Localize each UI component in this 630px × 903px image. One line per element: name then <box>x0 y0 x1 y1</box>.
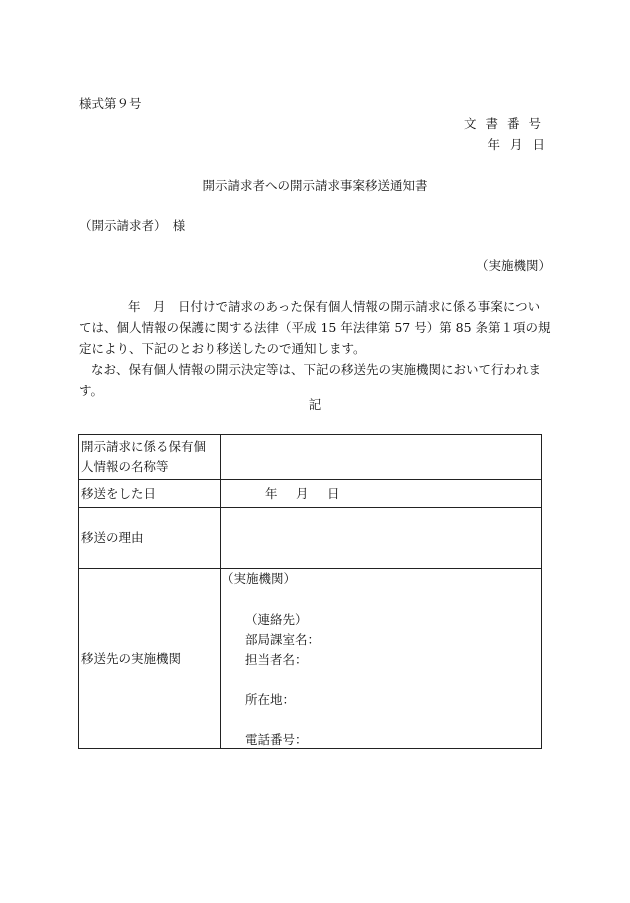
destination-agency-details <box>221 569 542 749</box>
transfer-date-label: 移送をした日 <box>79 480 221 508</box>
addressee: （開示請求者） 様 <box>79 218 186 233</box>
destination-contact: （連絡先） <box>245 612 308 627</box>
destination-phone: 電話番号： <box>245 732 308 747</box>
body-paragraph-2: なお、保有個人情報の開示決定等は、下記の移送先の実施機関において行われます。 <box>79 362 542 398</box>
table-row <box>79 569 542 749</box>
transfer-date-value: 年 月 日 <box>221 480 542 508</box>
sender-agency: （実施機関） <box>475 258 551 273</box>
transfer-details-table <box>78 434 542 749</box>
transfer-reason-value <box>221 508 542 569</box>
destination-address: 所在地： <box>245 692 296 707</box>
table-row <box>79 435 542 480</box>
notice-body <box>79 296 552 401</box>
document-date-label: 年 月 日 <box>487 137 548 152</box>
form-number: 様式第９号 <box>79 96 142 111</box>
table-row <box>79 508 542 569</box>
destination-person: 担当者名： <box>245 652 308 667</box>
info-name-value <box>221 435 542 480</box>
table-row <box>79 480 542 508</box>
info-name-label: 開示請求に係る保有個人情報の名称等 <box>79 435 221 480</box>
destination-agency-label: 移送先の実施機関 <box>79 569 221 749</box>
body-paragraph-1: 年 月 日付けで請求のあった保有個人情報の開示請求に係る事案については、個人情報の保護に関する法律（平成 15 年法律第 57 号）第 85 条第１項の規定により、下記のとおり移送したので通知します。 <box>79 299 551 356</box>
destination-department: 部局課室名： <box>245 632 321 647</box>
transfer-reason-label: 移送の理由 <box>79 508 221 569</box>
document-number-label: 文書番号 <box>463 116 550 131</box>
document-title: 開示請求者への開示請求事案移送通知書 <box>202 178 428 193</box>
ki-heading: 記 <box>308 397 322 412</box>
destination-agency: （実施機関） <box>221 571 297 586</box>
